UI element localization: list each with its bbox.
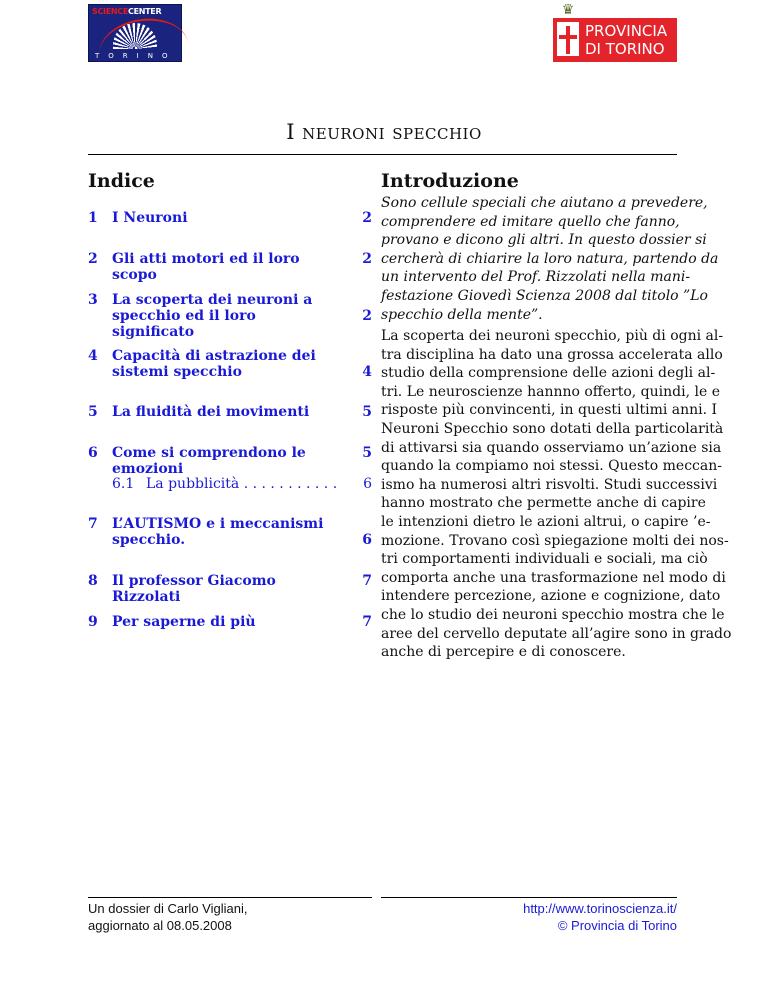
text-line: Sono cellule speciali che aiutano a prevedere,: [381, 195, 708, 211]
toc-number: 4: [88, 348, 98, 364]
footer-source: [523, 900, 677, 934]
toc-entry[interactable]: [88, 348, 372, 380]
text-line: intendere percezione, azione e cognizione, dato: [381, 588, 721, 605]
toc-number: 5: [88, 404, 98, 420]
text-line: studio della comprensione delle azioni degli al-: [381, 365, 716, 382]
text-line: un intervento del Prof. Rizzolati nella mani-: [381, 269, 691, 286]
toc-page[interactable]: 2: [362, 210, 372, 226]
toc-number: 2: [88, 251, 98, 267]
text-line: specchio della mente”.: [381, 306, 543, 323]
text-line: mozione. Trovano così spiegazione molti dei nos-: [381, 532, 729, 549]
toc-entry[interactable]: [88, 404, 372, 420]
toc-label[interactable]: L’AUTISMO e i meccanismi specchio.: [112, 516, 324, 548]
toc-label[interactable]: La pubblicità . . . . . . . . . . .: [146, 476, 338, 492]
cross-shield-icon: [557, 22, 579, 56]
toc-label[interactable]: Gli atti motori ed il loro scopo: [112, 251, 300, 283]
text-line: quando la compiamo noi stessi. Questo meccan-: [381, 458, 722, 475]
toc-number: 6.1: [112, 476, 135, 492]
website-link[interactable]: http://www.torinoscienza.it/: [523, 901, 677, 916]
science-center-logo: SCIENCECENTER TORINO: [88, 4, 182, 62]
toc-label[interactable]: I Neuroni: [112, 210, 188, 226]
toc-label[interactable]: Per saperne di più: [112, 614, 256, 630]
text-line: comporta anche una trasformazione nel modo di: [381, 569, 726, 586]
toc-number: 6: [88, 445, 98, 461]
text-line: che lo studio dei neuroni specchio mostra che le: [381, 606, 725, 623]
document-title: I neuroni specchio: [286, 120, 482, 144]
toc-page[interactable]: 6: [363, 476, 372, 492]
toc-number: 7: [88, 516, 98, 532]
toc-page[interactable]: 4: [362, 364, 372, 380]
toc-heading: Indice: [88, 170, 155, 192]
toc-page[interactable]: 2: [362, 308, 372, 324]
toc-label[interactable]: La scoperta dei neuroni a specchio ed il loro significato: [112, 292, 313, 340]
title-rule: [88, 154, 677, 155]
text-line: di attivarsi sia quando osserviamo un’azione sia: [381, 439, 722, 456]
text-line: hanno mostrato che permette anche di capire: [381, 495, 706, 512]
text-line: comprendere ed imitare quello che fanno,: [381, 213, 680, 230]
text-line: tri. Le neuroscienze hannno offerto, quindi, le e: [381, 383, 720, 400]
toc-number: 9: [88, 614, 98, 630]
toc-page[interactable]: 5: [362, 404, 372, 420]
toc-page[interactable]: 6: [362, 532, 372, 548]
toc-page[interactable]: 7: [362, 573, 372, 589]
footer-rule: [381, 897, 677, 898]
abstract: [381, 194, 719, 324]
toc-entry[interactable]: [88, 210, 372, 226]
toc-entry[interactable]: [88, 573, 372, 605]
text-line: festazione Giovedì Scienza 2008 dal titolo ”Lo: [381, 287, 708, 304]
text-line: ismo ha numerosi altri risvolti. Studi successivi: [381, 476, 718, 493]
text-line: le intenzioni dietro le azioni altrui, o capire ’e-: [381, 513, 711, 530]
toc-label[interactable]: Il professor Giacomo Rizzolati: [112, 573, 276, 605]
toc-entry[interactable]: [88, 476, 372, 492]
toc-entry[interactable]: [88, 292, 372, 340]
text-line: tri comportamenti individuali e sociali, ma ciò: [381, 551, 708, 568]
toc-page[interactable]: 5: [362, 445, 372, 461]
text-line: provano e dicono gli altri. In questo dossier si: [381, 232, 707, 249]
text-line: aree del cervello deputate all’agire sono in grado: [381, 625, 732, 642]
intro-body: [381, 327, 732, 662]
text-line: risposte più convincenti, in questi ultimi anni. I: [381, 402, 718, 419]
toc-label[interactable]: La fluidità dei movimenti: [112, 404, 310, 420]
text-line: anche di percepire e di conoscere.: [381, 644, 626, 661]
toc-label[interactable]: Capacità di astrazione dei sistemi specchio: [112, 348, 316, 380]
toc-number: 3: [88, 292, 98, 308]
toc-page[interactable]: 2: [362, 251, 372, 267]
copyright: © Provincia di Torino: [557, 918, 677, 933]
toc-entry[interactable]: [88, 516, 372, 548]
toc-number: 1: [88, 210, 98, 226]
text-line: Neuroni Specchio sono dotati della particolarità: [381, 420, 724, 437]
toc-entry[interactable]: [88, 251, 372, 283]
toc-number: 8: [88, 573, 98, 589]
footer-author: Un dossier di Carlo Vigliani, aggiornato al 08.05.2008: [88, 901, 248, 933]
text-line: tra disciplina ha dato una grossa accelerata allo: [381, 346, 723, 363]
toc-entry[interactable]: [88, 445, 372, 477]
toc-entry[interactable]: [88, 614, 372, 630]
toc-label[interactable]: Come si comprendono le emozioni: [112, 445, 306, 477]
text-line: cercherà di chiarire la loro natura, partendo da: [381, 250, 719, 267]
text-line: La scoperta dei neuroni specchio, più di ogni al-: [381, 328, 724, 344]
provincia-di-torino-logo: ♛ PROVINCIA DI TORINO: [553, 18, 677, 62]
intro-heading: Introduzione: [381, 170, 519, 192]
toc-page[interactable]: 7: [362, 614, 372, 630]
footer-rule: [88, 897, 372, 898]
